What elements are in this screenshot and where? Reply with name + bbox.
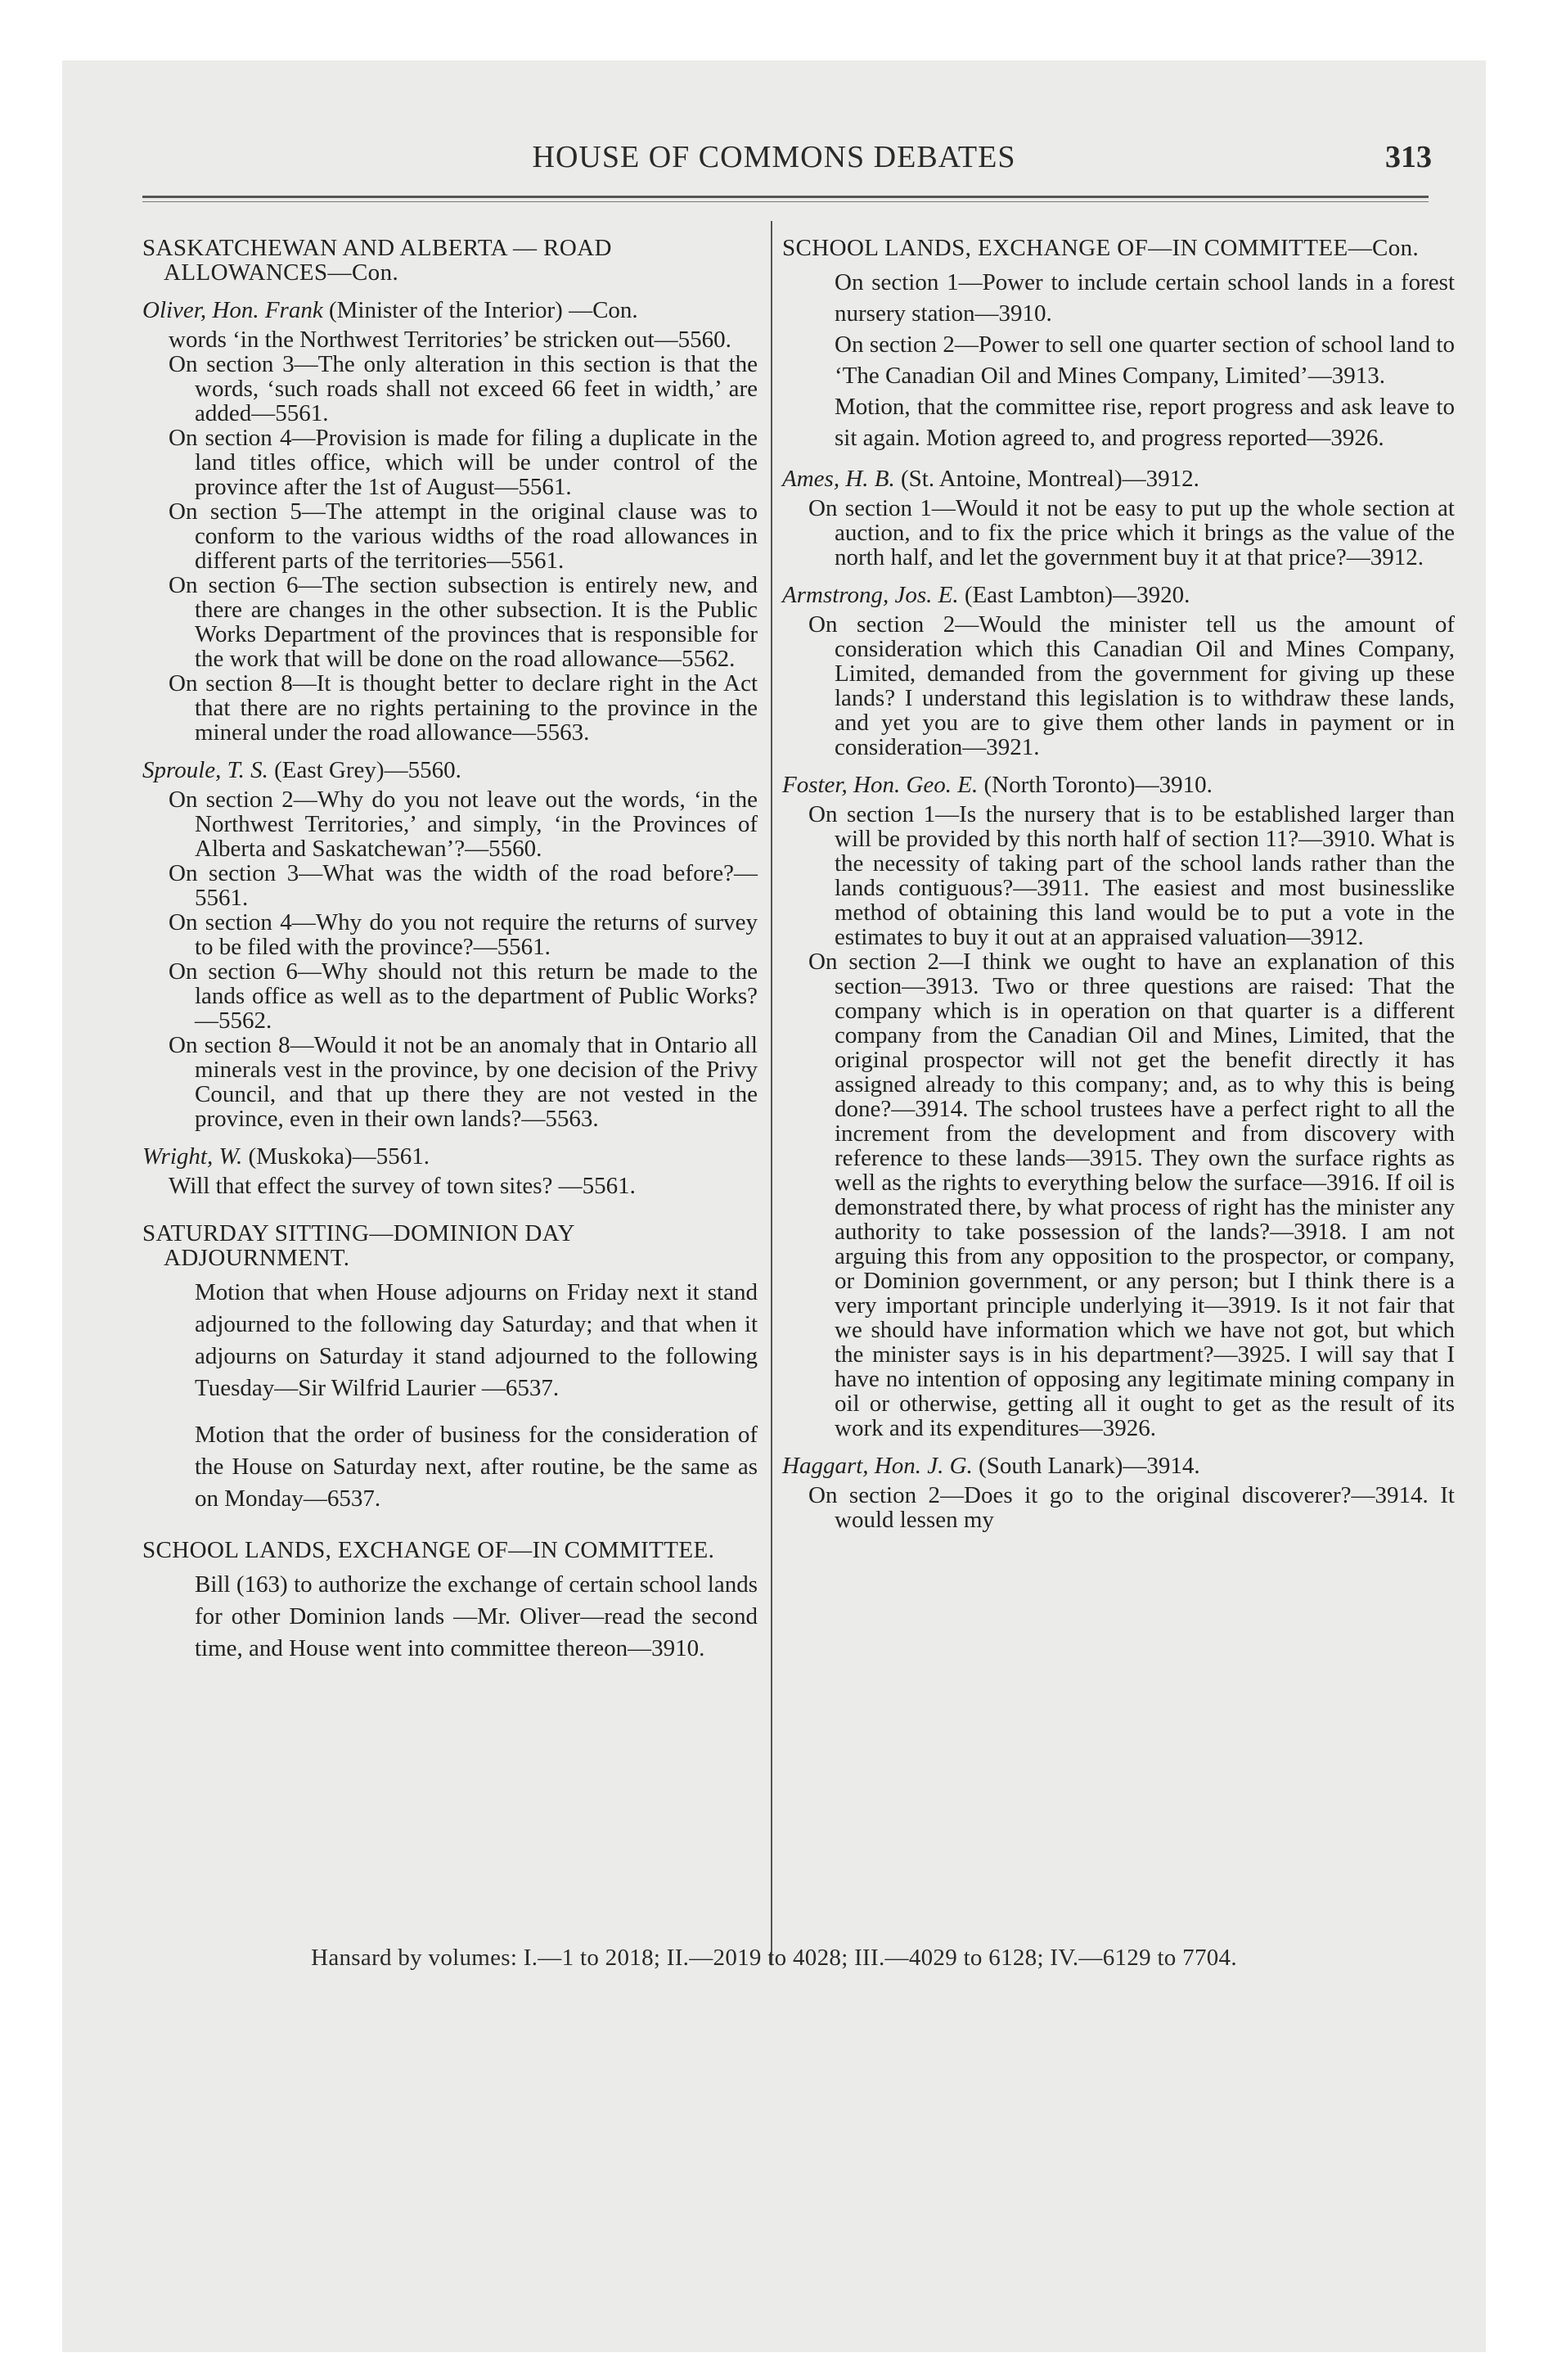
speaker-line	[142, 758, 758, 782]
section-heading: SCHOOL LANDS, EXCHANGE OF—IN COMMITTEE—Con.	[782, 235, 1420, 261]
speaker-detail: (East Lambton)—3920.	[964, 582, 1190, 608]
section-heading: SASKATCHEWAN AND ALBERTA — ROAD ALLOWANCES—Con.	[142, 235, 612, 286]
speech-entry: On section 1—Would it not be easy to put up the whole section at auction, and to fix the price which it brings as the value of the north half, and let the government buy it at that price?—3912.	[808, 495, 1455, 570]
speaker-line	[142, 298, 758, 322]
running-title: HOUSE OF COMMONS DEBATES	[532, 140, 1016, 174]
speech-entry: words ‘in the Northwest Territories’ be stricken out—5560.	[169, 327, 731, 353]
speaker-line	[782, 583, 1455, 607]
section-heading: SATURDAY SITTING—DOMINION DAY ADJOURNMENT.	[142, 1220, 574, 1271]
speech-entry: On section 2—Why do you not leave out the words, ‘in the Northwest Territories,’ and simply, ‘in the Provinces of Alberta and Saskatchewan’?—5560.	[169, 787, 758, 862]
speaker-name: Ames, H. B.	[782, 466, 895, 492]
speech-entry: On section 3—The only alteration in this section is that the words, ‘such roads shall not exceed 66 feet in width,’ are added—5561.	[169, 351, 758, 426]
speaker-name: Wright, W.	[142, 1143, 243, 1170]
speech-entry: On section 6—The section subsection is entirely new, and there are changes in the other subsection. It is the Public Works Department of the provinces that is responsible for the work that will be done on the road allowance—5562.	[169, 572, 758, 672]
speaker-line	[782, 467, 1455, 491]
page-number: 313	[1385, 140, 1432, 174]
speech-entry: On section 2—I think we ought to have an explanation of this section—3913. Two or three questions are raised: That the company which is in operation on that quarter is a different company from the Canadian Oil and Mines, Limited, that the original prospector will not get the benefit directly it has assigned already to this company; and, as to why this is being done?—3914. The school trustees have a perfect right to all the increment from the development and from discovery with reference to these lands—3915. They own the surface rights as well as the rights to everything below the surface—3916. If oil is demonstrated there, by what process of right has the minister any authority to take possession of the lands?—3918. I am not arguing this from any opposition to the prospector, or company, or Dominion government, or any person; but I think there is a very important principle underlying it—3919. Is it not fair that we should have information which we have not got, but which the minister says is in his department?—3925. I will say that I have no intention of opposing any legitimate mining company in oil or otherwise, getting all it ought to get as the result of its work and its expenditures—3926.	[808, 949, 1455, 1441]
header-rule-thin	[142, 201, 1429, 202]
page-header	[62, 139, 1486, 188]
speaker-name: Sproule, T. S.	[142, 757, 268, 783]
page-footer: Hansard by volumes: I.—1 to 2018; II.—2019 to 4028; III.—4029 to 6128; IV.—6129 to 7704.	[311, 1945, 1237, 1971]
section-heading: SCHOOL LANDS, EXCHANGE OF—IN COMMITTEE.	[142, 1537, 715, 1563]
speech-entry: Will that effect the survey of town sites? —5561.	[169, 1173, 636, 1199]
speaker-detail: (Muskoka)—5561.	[248, 1143, 430, 1170]
column-divider	[771, 221, 772, 1964]
speaker-detail: (St. Antoine, Montreal)—3912.	[900, 466, 1199, 492]
speech-entry: On section 1—Is the nursery that is to be established larger than will be provided by this north half of section 11?—3910. What is the necessity of taking part of the school lands rather than the lands contiguous?—3911. The easiest and most businesslike method of obtaining this land would be to put a vote in the estimates to buy it out at an appraised valuation—3912.	[808, 801, 1455, 950]
speaker-line	[142, 1144, 758, 1169]
speaker-detail: (East Grey)—5560.	[274, 757, 461, 783]
speaker-name: Armstrong, Jos. E.	[782, 582, 959, 608]
speech-entry: On section 8—It is thought better to declare right in the Act that there are no rights pertaining to the province in the mineral under the road allowance—5563.	[169, 670, 758, 746]
speech-entry: On section 4—Provision is made for filing a duplicate in the land titles office, which will be under control of the province after the 1st of August—5561.	[169, 425, 758, 500]
document-page	[62, 61, 1486, 2352]
speech-entry: On section 4—Why do you not require the returns of survey to be filed with the province?—5561.	[169, 909, 758, 960]
speaker-detail: (Minister of the Interior) —Con.	[328, 297, 638, 323]
section-paragraph: Motion, that the committee rise, report progress and ask leave to sit again. Motion agreed to, and progress reported—3926.	[835, 394, 1455, 451]
bill-paragraph: Bill (163) to authorize the exchange of certain school lands for other Dominion lands —Mr. Oliver—read the second time, and House went into committee thereon—3910.	[195, 1571, 758, 1661]
speaker-detail: (North Toronto)—3910.	[983, 772, 1213, 798]
speaker-name: Haggart, Hon. J. G.	[782, 1453, 973, 1479]
speech-entry: On section 2—Does it go to the original discoverer?—3914. It would lessen my	[808, 1482, 1455, 1533]
speaker-detail: (South Lanark)—3914.	[979, 1453, 1200, 1479]
speaker-name: Foster, Hon. Geo. E.	[782, 772, 979, 798]
speaker-line	[782, 773, 1455, 797]
motion-paragraph: Motion that the order of business for the consideration of the House on Saturday next, after routine, be the same as on Monday—6537.	[195, 1422, 758, 1512]
speech-entry: On section 8—Would it not be an anomaly that in Ontario all minerals vest in the province, by one decision of the Privy Council, and that up there they are not vested in the province, even in their own lands?—5563.	[169, 1032, 758, 1132]
speech-entry: On section 5—The attempt in the original clause was to conform to the various widths of the road allowances in different parts of the territories—5561.	[169, 498, 758, 574]
right-column	[782, 236, 1455, 1532]
speaker-line	[782, 1454, 1455, 1478]
section-paragraph: On section 2—Power to sell one quarter section of school land to ‘The Canadian Oil and Mines Company, Limited’—3913.	[835, 331, 1455, 389]
speaker-name: Oliver, Hon. Frank	[142, 297, 323, 323]
speech-entry: On section 2—Would the minister tell us the amount of consideration which this Canadian Oil and Mines Company, Limited, demanded from the government for giving up these lands? I understand this legislation is to withdraw these lands, and yet you are to give them other lands in payment or in consideration—3921.	[808, 611, 1455, 760]
header-rule	[142, 196, 1429, 198]
speech-entry: On section 6—Why should not this return be made to the lands office as well as to the department of Public Works?—5562.	[169, 958, 758, 1034]
left-column	[142, 236, 758, 1665]
motion-paragraph: Motion that when House adjourns on Friday next it stand adjourned to the following day Saturday; and that when it adjourns on Saturday it stand adjourned to the following Tuesday—Sir Wilfrid Laurier —6537.	[195, 1279, 758, 1401]
speech-entry: On section 3—What was the width of the road before?—5561.	[169, 860, 758, 911]
section-paragraph: On section 1—Power to include certain school lands in a forest nursery station—3910.	[835, 269, 1455, 327]
